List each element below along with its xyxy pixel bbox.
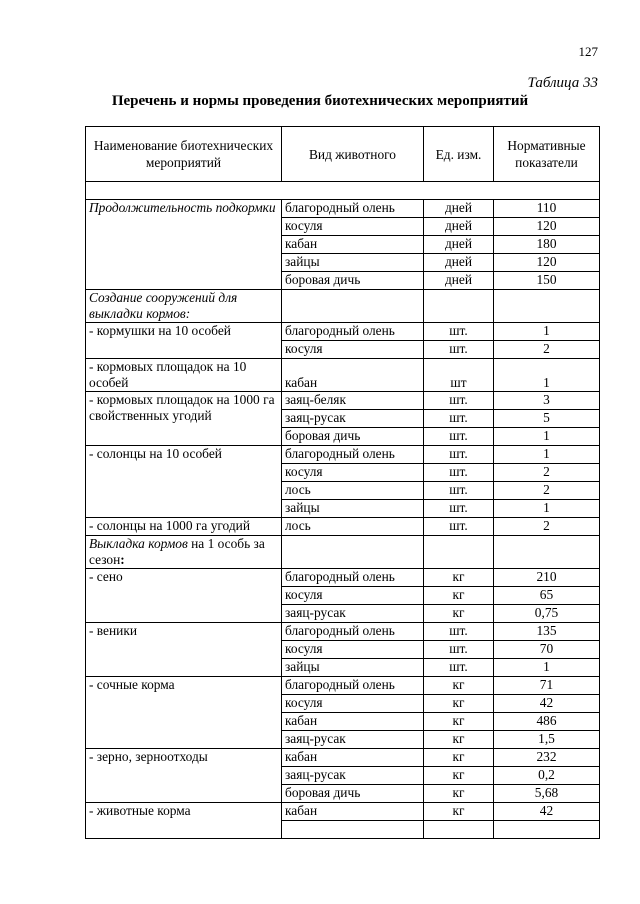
animal-cell: благородный олень: [282, 200, 424, 218]
norm-value-cell: 1,5: [494, 731, 600, 749]
norm-value-cell: 1: [494, 359, 600, 392]
unit-cell: шт: [424, 359, 494, 392]
animal-cell: зайцы: [282, 500, 424, 518]
animal-cell: боровая дичь: [282, 272, 424, 290]
unit-cell: дней: [424, 254, 494, 272]
table-header-row: [86, 127, 600, 182]
norm-value-cell: 2: [494, 482, 600, 500]
unit-cell: шт.: [424, 659, 494, 677]
animal-cell: кабан: [282, 803, 424, 821]
norm-value-cell: 1: [494, 659, 600, 677]
activity-normal-part: на 1 особь за сезон: [89, 536, 265, 567]
animal-cell: кабан: [282, 359, 424, 392]
unit-cell: шт.: [424, 464, 494, 482]
unit-cell: шт.: [424, 518, 494, 536]
table-row: [86, 536, 600, 569]
norm-value-cell: 2: [494, 518, 600, 536]
norm-value-cell: 42: [494, 803, 600, 821]
norm-value-cell: 110: [494, 200, 600, 218]
animal-cell: [282, 821, 424, 839]
norm-value-cell: 42: [494, 695, 600, 713]
unit-cell: шт.: [424, 410, 494, 428]
unit-cell: кг: [424, 803, 494, 821]
activity-cell: - веники: [86, 623, 282, 677]
animal-cell: зайцы: [282, 254, 424, 272]
norm-value-cell: 486: [494, 713, 600, 731]
animal-cell: благородный олень: [282, 446, 424, 464]
unit-cell: шт.: [424, 341, 494, 359]
animal-cell: боровая дичь: [282, 428, 424, 446]
table-title: Перечень и нормы проведения биотехнических мероприятий: [111, 93, 529, 109]
norm-value-cell: 65: [494, 587, 600, 605]
unit-cell: кг: [424, 749, 494, 767]
norm-value-cell: [494, 821, 600, 839]
table-row: [86, 623, 600, 641]
activity-cell: - солонцы на 1000 га угодий: [86, 518, 282, 536]
norm-value-cell: 5,68: [494, 785, 600, 803]
unit-cell: кг: [424, 569, 494, 587]
animal-cell: косуля: [282, 464, 424, 482]
norm-value-cell: 70: [494, 641, 600, 659]
activity-italic-part: Выкладка кормов: [89, 536, 188, 551]
table-row: [86, 290, 600, 323]
norm-value-cell: 0,75: [494, 605, 600, 623]
animal-cell: косуля: [282, 695, 424, 713]
header-unit: Ед. изм.: [424, 127, 494, 182]
spacer-row: [86, 182, 600, 200]
table-row: [86, 569, 600, 587]
animal-cell: кабан: [282, 713, 424, 731]
table-row: [86, 446, 600, 464]
table-row: [86, 518, 600, 536]
activity-cell: Создание сооружений для выкладки кормов:: [86, 290, 282, 323]
unit-cell: дней: [424, 218, 494, 236]
norm-value-cell: 1: [494, 428, 600, 446]
unit-cell: шт.: [424, 323, 494, 341]
norm-value-cell: 1: [494, 446, 600, 464]
animal-cell: косуля: [282, 587, 424, 605]
activity-cell: [86, 536, 282, 569]
activity-cell: - зерно, зерноотходы: [86, 749, 282, 803]
activity-colon: :: [120, 552, 125, 567]
header-norm: Нормативные показатели: [494, 127, 600, 182]
animal-cell: лось: [282, 482, 424, 500]
table-row: [86, 323, 600, 341]
animal-cell: зайцы: [282, 659, 424, 677]
norm-value-cell: 180: [494, 236, 600, 254]
table-row: [86, 200, 600, 218]
unit-cell: [424, 536, 494, 569]
page-number: 127: [578, 44, 598, 59]
activity-cell: - животные корма: [86, 803, 282, 839]
animal-cell: косуля: [282, 341, 424, 359]
unit-cell: шт.: [424, 446, 494, 464]
animal-cell: кабан: [282, 749, 424, 767]
norm-value-cell: 71: [494, 677, 600, 695]
norm-value-cell: 232: [494, 749, 600, 767]
norm-value-cell: 135: [494, 623, 600, 641]
unit-cell: дней: [424, 200, 494, 218]
activity-cell: - кормовых площадок на 1000 га свойственных угодий: [86, 392, 282, 446]
animal-cell: заяц-беляк: [282, 392, 424, 410]
animal-cell: косуля: [282, 641, 424, 659]
table-row: [86, 803, 600, 821]
spacer-cell: [86, 182, 600, 200]
biotechnical-measures-table: [85, 126, 600, 839]
unit-cell: кг: [424, 731, 494, 749]
header-animal: Вид животного: [282, 127, 424, 182]
animal-cell: заяц-русак: [282, 410, 424, 428]
unit-cell: кг: [424, 587, 494, 605]
unit-cell: кг: [424, 695, 494, 713]
unit-cell: шт.: [424, 500, 494, 518]
table-row: [86, 359, 600, 392]
norm-value-cell: 120: [494, 218, 600, 236]
unit-cell: шт.: [424, 482, 494, 500]
animal-cell: благородный олень: [282, 623, 424, 641]
table-row: [86, 392, 600, 410]
norm-value-cell: 150: [494, 272, 600, 290]
norm-value-cell: 1: [494, 500, 600, 518]
animal-cell: благородный олень: [282, 323, 424, 341]
norm-value-cell: [494, 290, 600, 323]
norm-value-cell: [494, 536, 600, 569]
unit-cell: кг: [424, 785, 494, 803]
table-body: [86, 182, 600, 839]
activity-cell: - сочные корма: [86, 677, 282, 749]
norm-value-cell: 0,2: [494, 767, 600, 785]
animal-cell: благородный олень: [282, 569, 424, 587]
unit-cell: шт.: [424, 623, 494, 641]
norm-value-cell: 1: [494, 323, 600, 341]
unit-cell: [424, 290, 494, 323]
animal-cell: заяц-русак: [282, 731, 424, 749]
animal-cell: заяц-русак: [282, 605, 424, 623]
animal-cell: кабан: [282, 236, 424, 254]
unit-cell: дней: [424, 272, 494, 290]
activity-cell: - кормушки на 10 особей: [86, 323, 282, 359]
table-row: [86, 677, 600, 695]
animal-cell: боровая дичь: [282, 785, 424, 803]
norm-value-cell: 5: [494, 410, 600, 428]
animal-cell: лось: [282, 518, 424, 536]
animal-cell: [282, 290, 424, 323]
unit-cell: кг: [424, 605, 494, 623]
animal-cell: заяц-русак: [282, 767, 424, 785]
norm-value-cell: 210: [494, 569, 600, 587]
activity-cell: - солонцы на 10 особей: [86, 446, 282, 518]
activity-cell: - кормовых площадок на 10 особей: [86, 359, 282, 392]
unit-cell: шт.: [424, 392, 494, 410]
animal-cell: косуля: [282, 218, 424, 236]
header-activity: Наименование биотехнических мероприятий: [86, 127, 282, 182]
unit-cell: дней: [424, 236, 494, 254]
activity-cell: - сено: [86, 569, 282, 623]
table-row: [86, 749, 600, 767]
norm-value-cell: 120: [494, 254, 600, 272]
unit-cell: [424, 821, 494, 839]
activity-cell: Продолжительность подкормки: [86, 200, 282, 290]
unit-cell: кг: [424, 713, 494, 731]
norm-value-cell: 2: [494, 464, 600, 482]
unit-cell: кг: [424, 767, 494, 785]
unit-cell: шт.: [424, 641, 494, 659]
table-label: Таблица 33: [527, 75, 598, 91]
unit-cell: кг: [424, 677, 494, 695]
animal-cell: [282, 536, 424, 569]
animal-cell: благородный олень: [282, 677, 424, 695]
unit-cell: шт.: [424, 428, 494, 446]
norm-value-cell: 3: [494, 392, 600, 410]
norm-value-cell: 2: [494, 341, 600, 359]
